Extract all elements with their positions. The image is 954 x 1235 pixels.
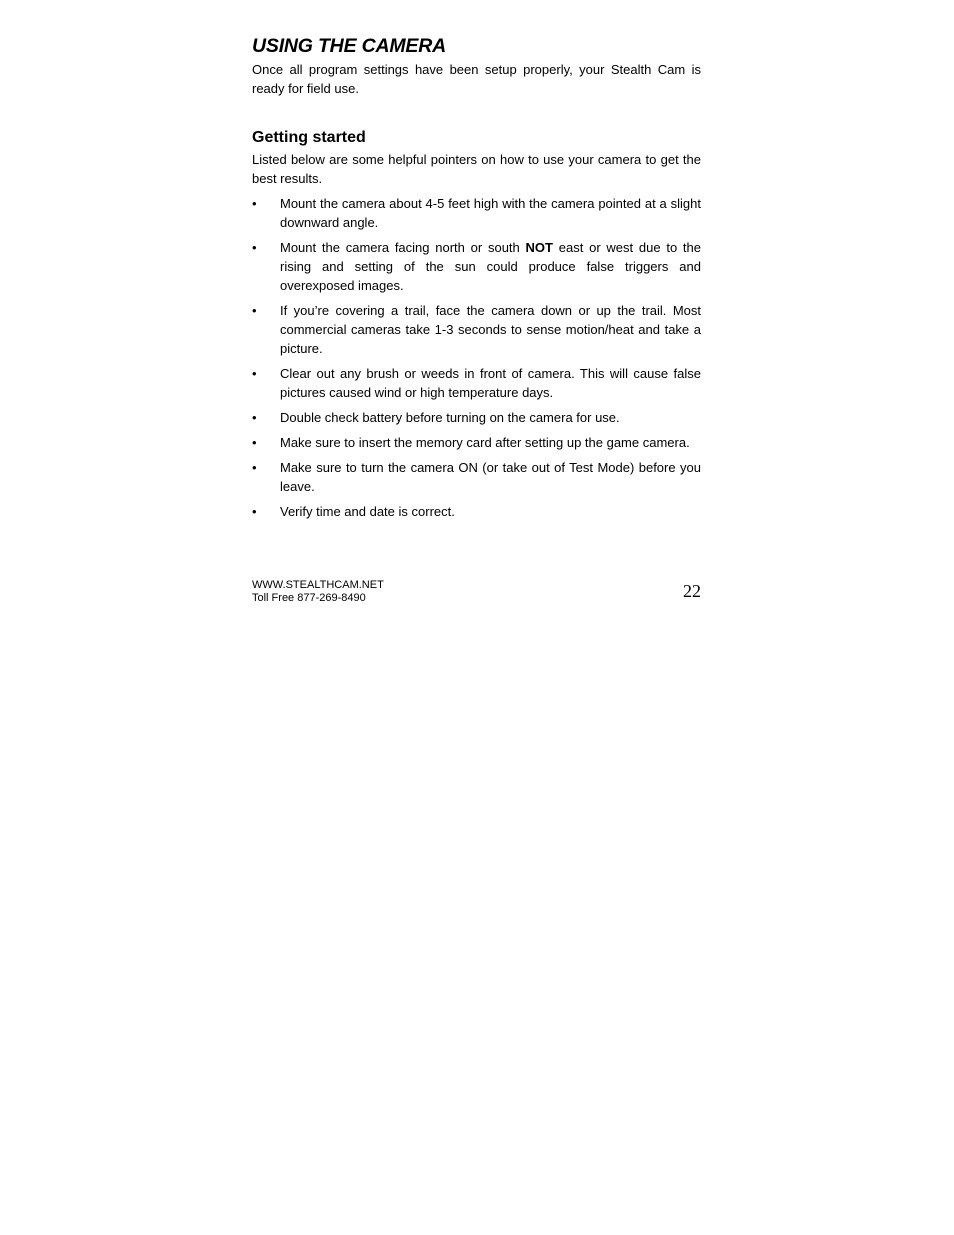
tip-item [252,194,701,232]
tip-text: Make sure to turn the camera ON (or take out of Test Mode) before you leave. [280,460,701,494]
tip-item [252,408,701,427]
bullet-icon: • [252,303,257,318]
tip-text: If you’re covering a trail, face the camera down or up the trail. Most commercial cameras take 1-3 seconds to sense motion/heat and take a picture. [280,303,701,356]
footer-website: WWW.STEALTHCAM.NET [252,579,384,591]
tip-text: Mount the camera about 4-5 feet high with the camera pointed at a slight downward angle. [280,196,701,230]
tip-text: Double check battery before turning on the camera for use. [280,410,620,425]
footer-contact [252,579,384,605]
tip-item [252,502,701,521]
tip-item [252,301,701,358]
section-title: USING THE CAMERA [252,35,446,57]
bullet-icon: • [252,240,257,255]
section-intro: Once all program settings have been setup properly, your Stealth Cam is ready for field use. [252,62,701,96]
tip-text: Mount the camera facing north or south NOT east or west due to the rising and setting of the sun could produce false triggers and overexposed images. [280,240,702,293]
page-footer [252,579,701,609]
bullet-icon: • [252,410,257,425]
page-number: 22 [683,581,701,601]
subsection-title: Getting started [252,129,366,146]
tip-emphasis: NOT [525,240,553,255]
tip-text: Make sure to insert the memory card after setting up the game camera. [280,435,690,450]
bullet-icon: • [252,366,257,381]
bullet-icon: • [252,196,257,211]
tip-item [252,364,701,402]
tips-list [252,194,701,521]
footer-phone: Toll Free 877-269-8490 [252,592,366,604]
tip-item [252,238,701,295]
bullet-icon: • [252,504,257,519]
tip-item [252,433,701,452]
tip-text: Verify time and date is correct. [280,504,455,519]
page-content [252,34,701,527]
bullet-icon: • [252,435,257,450]
bullet-icon: • [252,460,257,475]
tip-text: Clear out any brush or weeds in front of camera. This will cause false pictures caused wind or high temperature days. [280,366,701,400]
subsection-intro: Listed below are some helpful pointers on how to use your camera to get the best results. [252,152,701,186]
tip-item [252,458,701,496]
